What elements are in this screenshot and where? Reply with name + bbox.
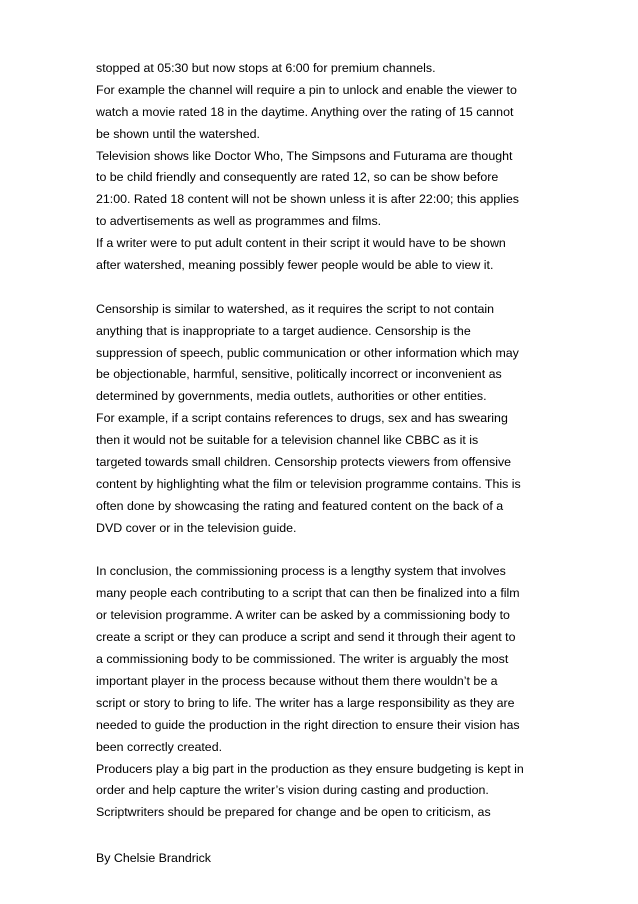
- text-line: important player in the process because without them there wouldn’t be a: [96, 673, 498, 688]
- text-line: Television shows like Doctor Who, The Simpsons and Futurama are thought: [96, 148, 513, 163]
- text-line: script or story to bring to life. The writer has a large responsibility as they are: [96, 695, 515, 710]
- text-line: DVD cover or in the television guide.: [96, 520, 297, 535]
- page-footer-author: By Chelsie Brandrick: [96, 851, 212, 865]
- text-line: often done by showcasing the rating and featured content on the back of a: [96, 498, 504, 513]
- text-line: needed to guide the production in the right direction to ensure their vision has: [96, 717, 520, 732]
- text-line: content by highlighting what the film or television programme contains. This is: [96, 476, 521, 491]
- paragraph-conclusion: [96, 561, 556, 824]
- text-line: determined by governments, media outlets, authorities or other entities.: [96, 389, 487, 404]
- text-line: watch a movie rated 18 in the daytime. Anything over the rating of 15 cannot: [96, 104, 514, 119]
- paragraph-spacer: [96, 540, 556, 562]
- text-line: order and help capture the writer’s vision during casting and production.: [96, 783, 489, 798]
- text-line: targeted towards small children. Censorship protects viewers from offensive: [96, 455, 512, 470]
- text-line: to advertisements as well as programmes and films.: [96, 214, 382, 229]
- text-line: create a script or they can produce a script and send it through their agent to: [96, 630, 516, 645]
- text-line: If a writer were to put adult content in their script it would have to be shown: [96, 236, 506, 251]
- text-line: to be child friendly and consequently are rated 12, so can be show before: [96, 170, 499, 185]
- text-line: Scriptwriters should be prepared for change and be open to criticism, as: [96, 805, 491, 820]
- text-line: many people each contributing to a script that can then be finalized into a film: [96, 586, 520, 601]
- text-line: Producers play a big part in the production as they ensure budgeting is kept in: [96, 761, 524, 776]
- text-line: be shown until the watershed.: [96, 126, 260, 141]
- text-line: suppression of speech, public communication or other information which may: [96, 345, 519, 360]
- paragraph-watershed: [96, 58, 556, 277]
- text-line: For example, if a script contains references to drugs, sex and has swearing: [96, 411, 508, 426]
- paragraph-spacer: [96, 277, 556, 299]
- text-line: or television programme. A writer can be asked by a commissioning body to: [96, 608, 510, 623]
- text-line: be objectionable, harmful, sensitive, politically incorrect or inconvenient as: [96, 367, 502, 382]
- text-line: In conclusion, the commissioning process is a lengthy system that involves: [96, 564, 506, 579]
- document-body: [96, 58, 556, 824]
- text-line: after watershed, meaning possibly fewer people would be able to view it.: [96, 258, 494, 273]
- text-line: 21:00. Rated 18 content will not be shown unless it is after 22:00; this applies: [96, 192, 519, 207]
- text-line: anything that is inappropriate to a target audience. Censorship is the: [96, 323, 471, 338]
- text-line: been correctly created.: [96, 739, 223, 754]
- text-line: Censorship is similar to watershed, as it requires the script to not contain: [96, 301, 495, 316]
- text-line: For example the channel will require a pin to unlock and enable the viewer to: [96, 82, 517, 97]
- text-line: stopped at 05:30 but now stops at 6:00 for premium channels.: [96, 61, 436, 75]
- text-line: a commissioning body to be commissioned. The writer is arguably the most: [96, 652, 509, 667]
- paragraph-censorship: [96, 299, 556, 540]
- text-line: then it would not be suitable for a television channel like CBBC as it is: [96, 433, 479, 448]
